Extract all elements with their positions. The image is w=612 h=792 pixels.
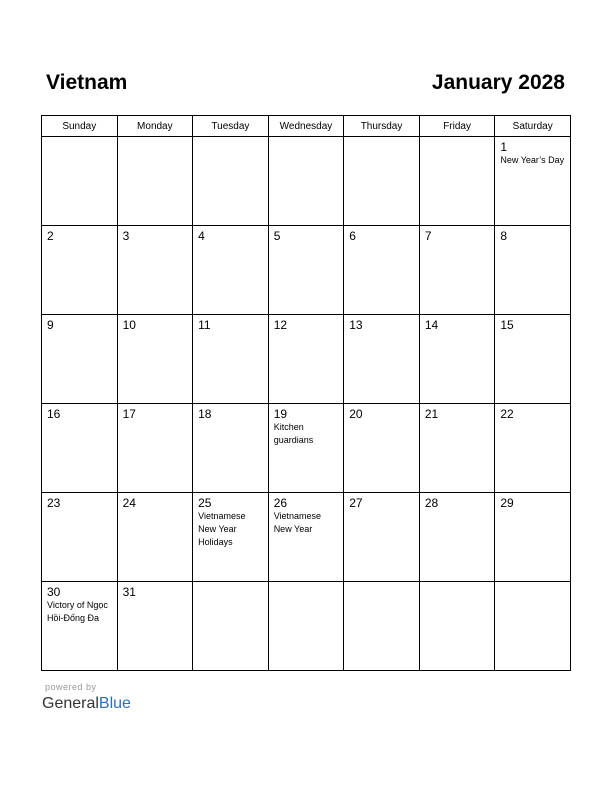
day-cell	[193, 315, 269, 404]
day-number	[495, 582, 570, 585]
day-number	[420, 137, 495, 140]
day-cell	[42, 226, 118, 315]
weekday-header: Monday	[117, 116, 193, 137]
day-cell	[42, 404, 118, 493]
day-number: 25	[198, 496, 212, 510]
weekday-header-row	[42, 116, 571, 137]
day-number	[420, 582, 495, 585]
day-number: 17	[122, 407, 136, 421]
country-title: Vietnam	[46, 71, 128, 94]
day-cell	[495, 226, 571, 315]
day-cell	[268, 582, 344, 671]
day-number: 20	[349, 407, 363, 421]
day-cell	[117, 315, 193, 404]
week-row	[42, 137, 571, 226]
weekday-header: Friday	[419, 116, 495, 137]
brand-general-text: General	[42, 695, 99, 712]
day-number: 12	[273, 318, 288, 332]
day-cell	[495, 582, 571, 671]
day-cell	[419, 226, 495, 315]
day-cell	[268, 315, 344, 404]
day-cell	[344, 315, 420, 404]
day-cell	[495, 493, 571, 582]
calendar-grid	[41, 115, 571, 671]
day-cell	[42, 315, 118, 404]
calendar-body	[42, 137, 571, 671]
day-number: 29	[500, 496, 514, 510]
generalblue-logo	[42, 694, 131, 714]
day-number: 14	[424, 318, 439, 332]
day-number	[269, 137, 344, 140]
day-cell	[193, 404, 269, 493]
day-number: 31	[122, 585, 136, 599]
day-number: 8	[500, 229, 508, 243]
week-row	[42, 493, 571, 582]
day-cell	[117, 226, 193, 315]
holiday-label: Victory of Ngọc Hồi-Đống Đa	[47, 600, 108, 623]
day-number	[193, 137, 268, 140]
day-cell	[419, 493, 495, 582]
day-number: 22	[500, 407, 514, 421]
day-number: 26	[273, 496, 288, 510]
day-cell	[344, 582, 420, 671]
day-cell	[344, 404, 420, 493]
day-cell	[495, 315, 571, 404]
day-number: 16	[47, 407, 61, 421]
day-cell	[268, 404, 344, 493]
day-cell	[117, 137, 193, 226]
day-number: 19	[273, 407, 288, 421]
day-cell	[117, 404, 193, 493]
day-number: 7	[424, 229, 432, 243]
weekday-header: Thursday	[344, 116, 420, 137]
day-number	[193, 582, 268, 585]
day-cell	[117, 582, 193, 671]
day-cell	[419, 582, 495, 671]
day-cell	[268, 226, 344, 315]
holiday-label: Vietnamese New Year	[273, 511, 322, 534]
weekday-header: Tuesday	[193, 116, 269, 137]
day-cell	[42, 582, 118, 671]
day-number: 5	[273, 229, 281, 243]
day-number: 11	[198, 318, 211, 332]
week-row	[42, 582, 571, 671]
holiday-label: Kitchen guardians	[273, 422, 314, 445]
weekday-header: Saturday	[495, 116, 571, 137]
day-cell	[419, 404, 495, 493]
day-number: 15	[500, 318, 514, 332]
day-number	[344, 137, 419, 140]
day-number: 1	[500, 140, 508, 154]
brand-blue-text: Blue	[98, 695, 131, 712]
day-number	[269, 582, 344, 585]
day-number: 30	[47, 585, 61, 599]
day-number: 6	[349, 229, 356, 243]
day-number: 3	[122, 229, 130, 243]
day-number: 2	[47, 229, 54, 243]
day-cell	[193, 226, 269, 315]
day-number: 21	[424, 407, 439, 421]
week-row	[42, 404, 571, 493]
day-number	[118, 137, 193, 140]
week-row	[42, 315, 571, 404]
day-cell	[193, 137, 269, 226]
day-cell	[193, 582, 269, 671]
weekday-header: Wednesday	[268, 116, 344, 137]
day-cell	[268, 493, 344, 582]
day-cell	[419, 315, 495, 404]
day-cell	[193, 493, 269, 582]
day-number: 18	[198, 407, 212, 421]
day-number: 24	[122, 496, 136, 510]
day-cell	[419, 137, 495, 226]
day-cell	[42, 493, 118, 582]
holiday-label: New Year’s Day	[500, 155, 565, 165]
day-cell	[495, 404, 571, 493]
day-number: 4	[198, 229, 205, 243]
day-number: 23	[47, 496, 61, 510]
day-number: 10	[122, 318, 136, 332]
day-number: 27	[349, 496, 363, 510]
day-cell	[344, 493, 420, 582]
weekday-header: Sunday	[42, 116, 118, 137]
day-number: 28	[424, 496, 439, 510]
day-number	[344, 582, 419, 585]
day-cell	[344, 137, 420, 226]
day-cell	[495, 137, 571, 226]
day-cell	[344, 226, 420, 315]
month-year-title: January 2028	[431, 71, 565, 94]
day-cell	[268, 137, 344, 226]
day-cell	[117, 493, 193, 582]
day-number	[42, 137, 117, 140]
day-number: 9	[47, 318, 54, 332]
day-number: 13	[349, 318, 363, 332]
holiday-label: Vietnamese New Year Holidays	[198, 511, 246, 547]
day-cell	[42, 137, 118, 226]
week-row	[42, 226, 571, 315]
powered-by-label: powered by	[45, 682, 97, 692]
